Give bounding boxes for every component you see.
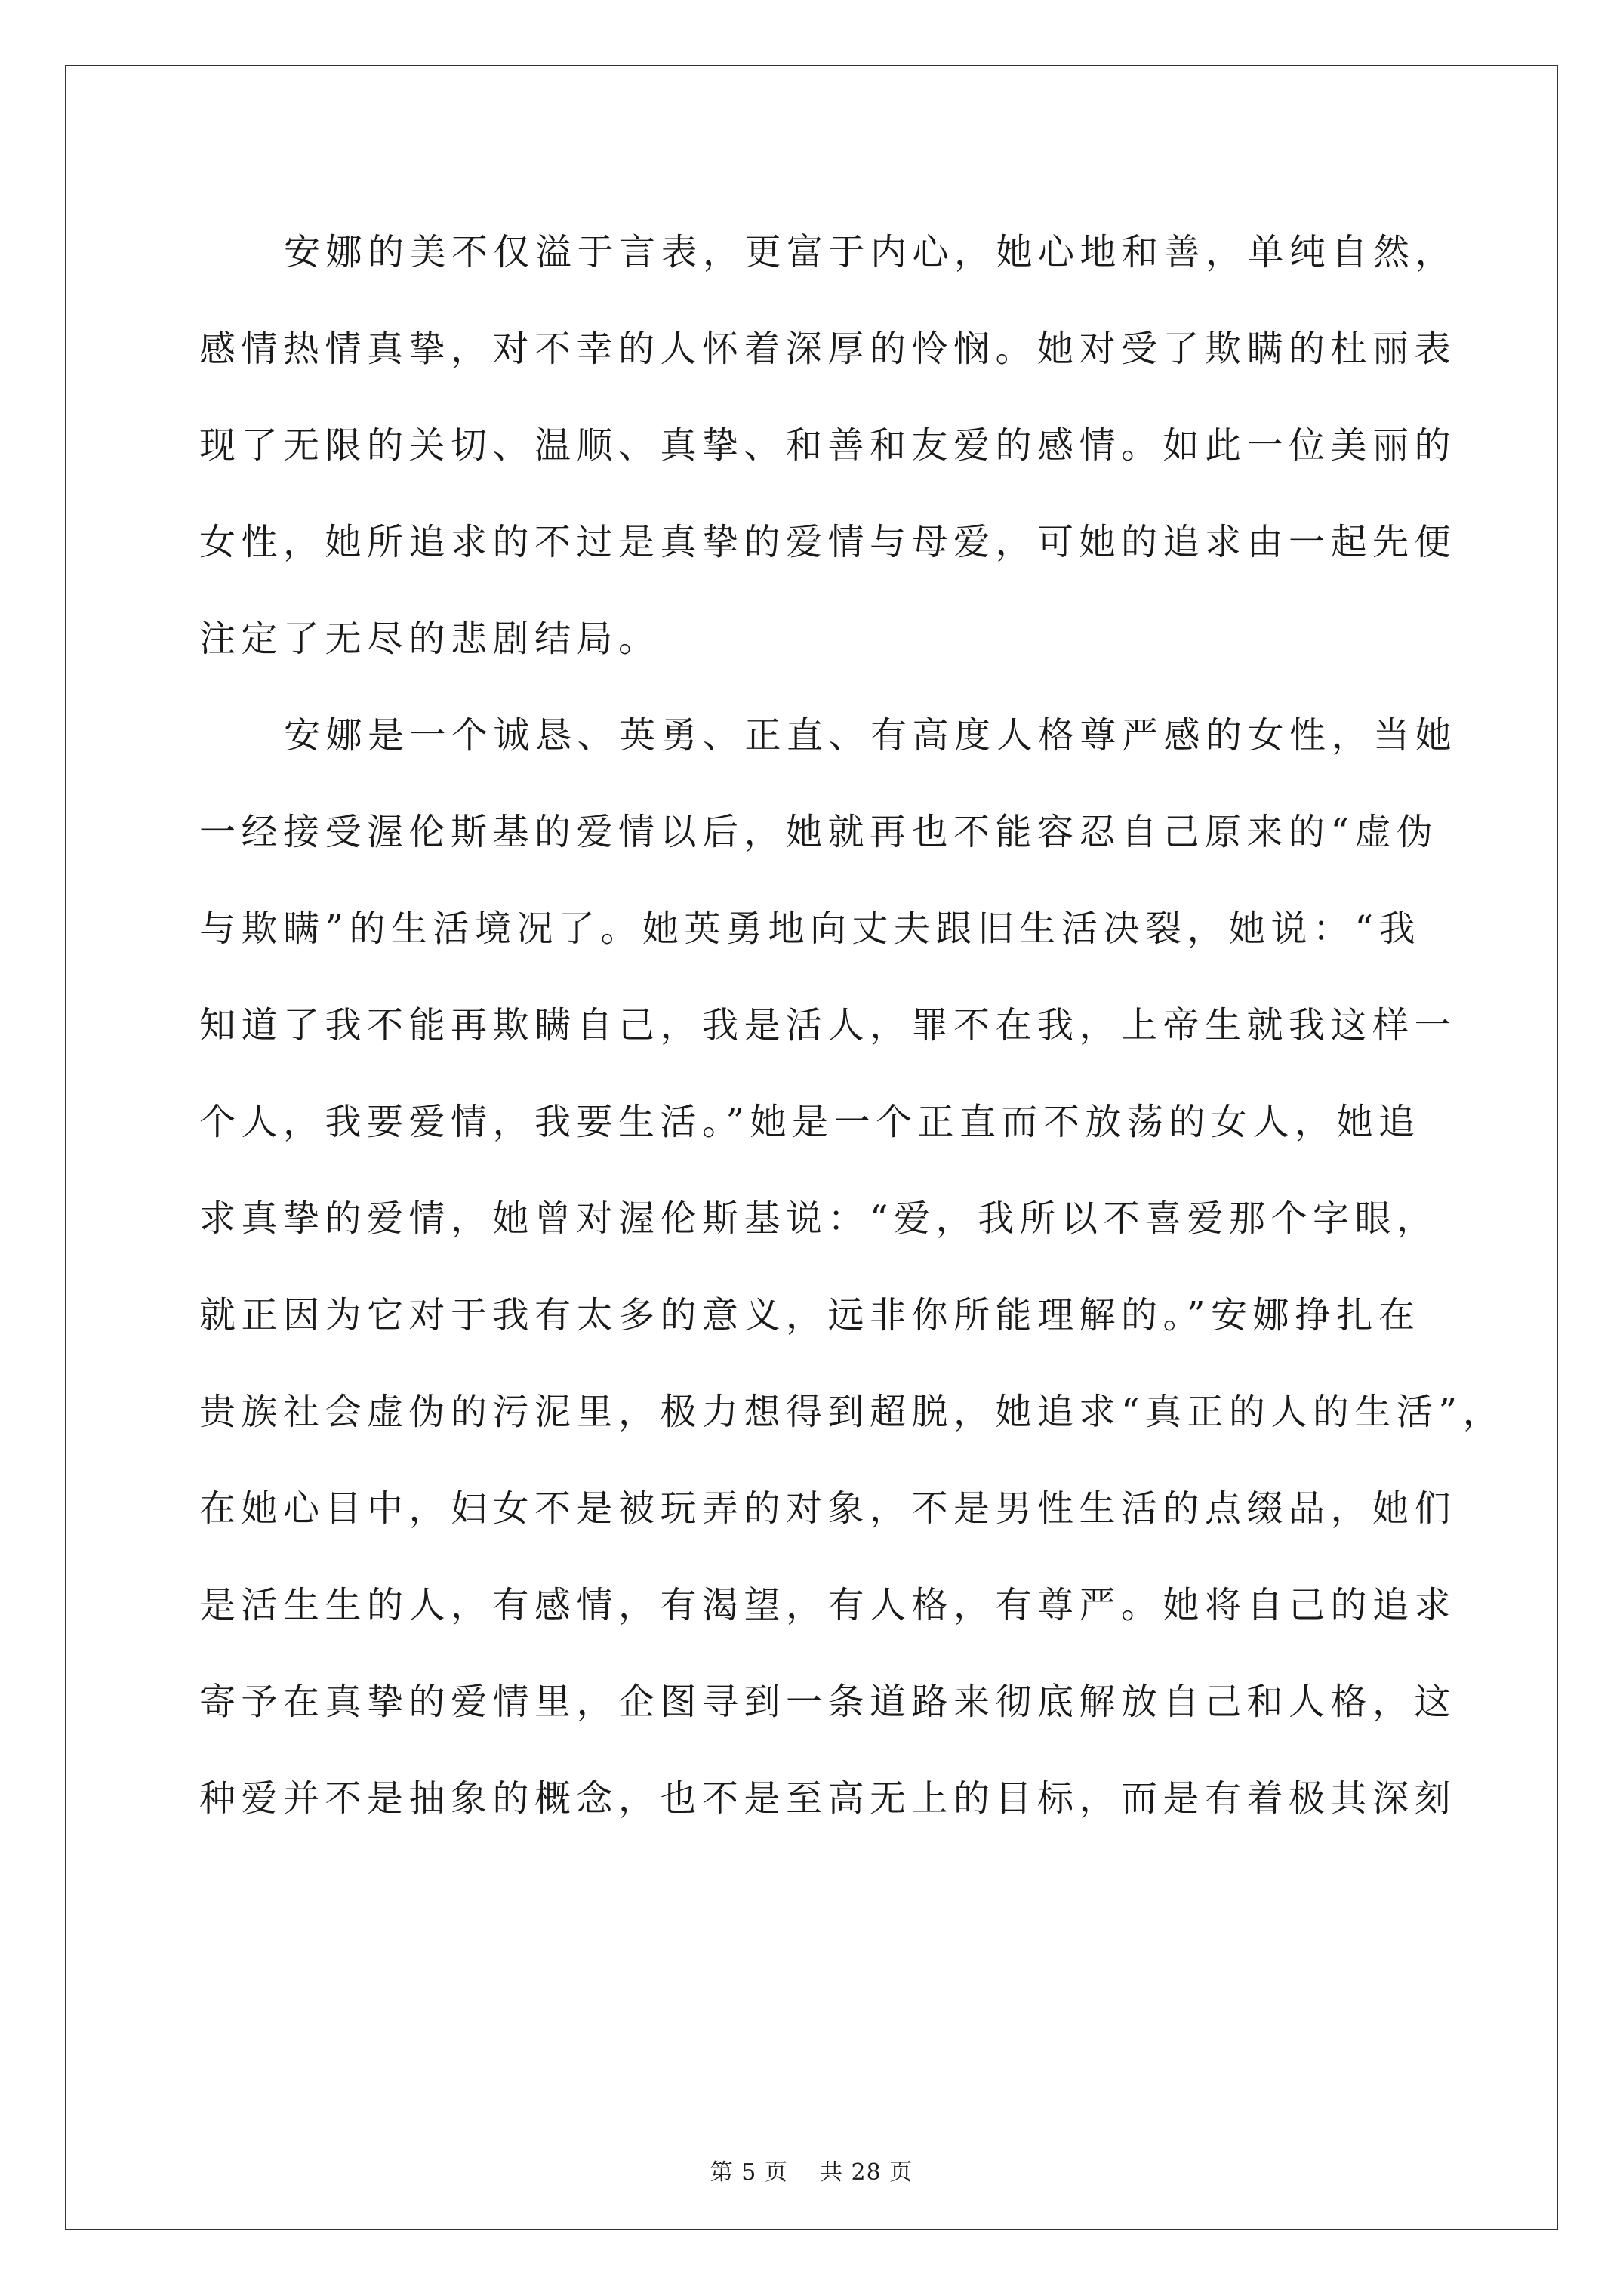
paragraph-2-line-9: 在她心目中，妇女不是被玩弄的对象，不是男性生活的点缀品，她们 [199,1487,1457,1530]
paragraph-2-line-1: 安娜是一个诚恳、英勇、正直、有高度人格尊严感的女性，当她 [284,714,1458,757]
paragraph-2-line-11: 寄予在真挚的爱情里，企图寻到一条道路来彻底解放自己和人格，这 [199,1681,1457,1723]
paragraph-2-line-2: 一经接受渥伦斯基的爱情以后，她就再也不能容忍自己原来的“虚伪 [199,811,1439,853]
paragraph-2-line-4: 知道了我不能再欺瞒自己，我是活人，罪不在我，上帝生就我这样一 [199,1004,1457,1046]
document-body [199,204,1505,1847]
paragraph-2-line-10: 是活生生的人，有感情，有渴望，有人格，有尊严。她将自己的追求 [199,1584,1457,1626]
paragraph-1-line-2: 感情热情真挚，对不幸的人怀着深厚的怜悯。她对受了欺瞒的杜丽表 [199,328,1457,370]
paragraph-2-line-8: 贵族社会虚伪的污泥里，极力想得到超脱，她追求“真正的人的生活”， [199,1391,1505,1433]
page-number: 第 5 页 共 28 页 [710,2159,913,2186]
paragraph-2-line-5: 个人，我要爱情，我要生活。”她是一个正直而不放荡的女人，她追 [199,1101,1421,1143]
paragraph-1-line-1: 安娜的美不仅溢于言表，更富于内心，她心地和善，单纯自然， [284,231,1458,273]
paragraph-2-line-6: 求真挚的爱情，她曾对渥伦斯基说：“爱，我所以不喜爱那个字眼， [199,1197,1439,1240]
paragraph-2-line-3: 与欺瞒”的生活境况了。她英勇地向丈夫跟旧生活决裂，她说：“我 [199,908,1421,950]
paragraph-1-line-3: 现了无限的关切、温顺、真挚、和善和友爱的感情。如此一位美丽的 [199,424,1457,467]
paragraph-2-line-12: 种爱并不是抽象的概念，也不是至高无上的目标，而是有着极其深刻 [199,1777,1457,1820]
paragraph-2-line-7: 就正因为它对于我有太多的意义，远非你所能理解的。”安娜挣扎在 [199,1294,1421,1336]
paragraph-1-line-5: 注定了无尽的悲剧结局。 [199,618,661,660]
paragraph-1-line-4: 女性，她所追求的不过是真挚的爱情与母爱，可她的追求由一起先便 [199,521,1457,563]
